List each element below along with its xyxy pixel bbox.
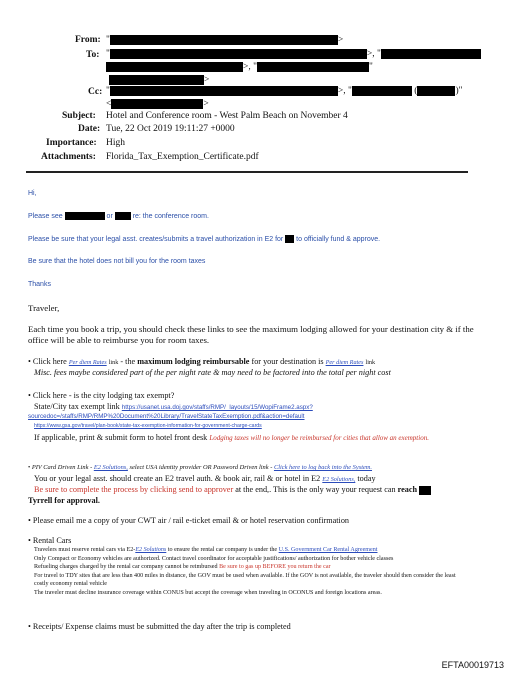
- e2-solutions-link[interactable]: E2 Solutions,: [93, 464, 128, 471]
- date-value: Tue, 22 Oct 2019 19:11:27 +0000: [106, 124, 235, 134]
- email-copy-text: Please email me a copy of your CWT air / rail e-ticket email & or hotel reservation confirmation: [32, 516, 350, 525]
- hotel-bill-line: Be sure that the hotel does not bill you for the room taxes: [28, 258, 206, 265]
- subject-label: Subject:: [62, 111, 96, 121]
- reach-text: reach: [397, 485, 418, 494]
- gas-up-warning: Be sure to gas up BEFORE you return the car: [219, 564, 331, 571]
- legal-asst-line: [28, 235, 380, 243]
- destination-text: for your destination is: [249, 357, 324, 366]
- link-word-2: link: [365, 359, 376, 366]
- rental-line-3: [34, 563, 494, 572]
- rental-cars-details: [34, 546, 494, 598]
- select-provider-text: select USA identity provider OR Password Driven link -: [127, 464, 273, 471]
- today-text: today: [357, 474, 376, 483]
- redaction-bar: [65, 212, 105, 220]
- click-here-text: Click here: [32, 357, 67, 366]
- greeting: Hi,: [28, 190, 37, 197]
- please-see-rest: re: the conference room.: [132, 212, 209, 220]
- redaction-bar: [110, 86, 338, 96]
- lodging-tax-warning: Lodging taxes will no longer be reimbursed for cities that allow an exemption.: [209, 434, 429, 442]
- bullet-e2-login: • PIV Card Driven Link - E2 Solutions, select USA identity provider OR Password Driven link - Click here to log back into the System.: [28, 464, 373, 471]
- please-see-text: Please see: [28, 212, 63, 220]
- bullet-tax-exempt: • Click here - is the city lodging tax exempt?: [28, 391, 175, 400]
- misc-fees-note: Misc. fees maybe considered part of the per night rate & may need to be factored into the total per night cost: [34, 368, 391, 377]
- approval-line: Tyrrell for approval.: [28, 496, 100, 505]
- rental-cars-title: Rental Cars: [32, 536, 72, 545]
- importance-label: Importance:: [46, 138, 97, 148]
- rental-line-2: Only Compact or Economy vehicles are authorized. Contact travel coordinator for acceptable justifications/ authorization for bother vehicle classes: [34, 555, 394, 562]
- state-tax-text: State/City tax exempt link: [34, 402, 120, 411]
- rental-line-6: The traveler must decline insurance coverage within CONUS but accept the coverage when traveling in OCONUS and foreign locations areas.: [34, 589, 382, 596]
- receipts-text: Receipts/ Expense claims must be submitted the day after the trip is completed: [32, 622, 291, 631]
- max-lodging-text: maximum lodging reimbursable: [137, 357, 250, 366]
- print-submit-line: [34, 432, 484, 444]
- cc-value: " >, " ( )" < >: [106, 86, 463, 109]
- redaction-bar: [417, 86, 455, 96]
- state-tax-line: [34, 402, 313, 411]
- car-rental-agreement-link[interactable]: U.S. Government Car Rental Agreement: [278, 547, 378, 553]
- redaction-bar: [352, 86, 412, 96]
- redaction-bar: [110, 35, 338, 45]
- refuel-text: Refueling charges charged by the rental car company cannot be reimbursed: [34, 564, 220, 571]
- intro-paragraph: Each time you book a trip, you should check these links to see the maximum lodging allowed for your destination city & if the office will be able to reimburse you for room taxes.: [28, 324, 474, 345]
- redaction-bar: [419, 486, 431, 495]
- complete-process-rest: at the end,. This is the only way your request can: [233, 485, 398, 494]
- gsa-url[interactable]: https://www.gsa.gov/travel/plan-book/state-tax-exemption-information-for-government-charge-cards: [34, 423, 262, 429]
- bullet-per-diem: • Click here Per diem Rates link - the maximum lodging reimbursable for your destination is Per diem Rates link: [28, 357, 376, 366]
- subject-value: Hotel and Conference room - West Palm Beach on November 4: [106, 111, 348, 121]
- redaction-bar: [110, 49, 367, 59]
- create-auth-text: You or your legal asst. should create an E2 travel auth. & book air, rail & or hotel in E2: [34, 474, 321, 483]
- to-label: To:: [86, 50, 100, 60]
- legal-asst-rest: to officially fund & approve.: [296, 235, 381, 243]
- redaction-bar: [381, 49, 481, 59]
- rental-line-5: costly economy rental vehicle: [34, 581, 107, 588]
- date-label: Date:: [78, 124, 101, 134]
- rental-line-4: For travel to TDY sites that are less than 400 miles in distance, the GOV must be used when available. If the GOV is not available, the traveler should then consider the least: [34, 572, 456, 579]
- tax-exempt-url-1[interactable]: https://usanet.usa.doj.gov/staffs/RMP/_layouts/15/WopiFrame2.aspx?: [121, 404, 313, 411]
- print-submit-text: If applicable, print & submit form to hotel front desk: [34, 433, 208, 442]
- please-see-or: or: [106, 212, 113, 220]
- thanks-line: Thanks: [28, 281, 51, 288]
- redaction-bar: [285, 235, 294, 243]
- bullet-email-copy: • Please email me a copy of your CWT air / rail e-ticket email & or hotel reservation confirmation: [28, 516, 350, 525]
- from-value: " >: [106, 35, 344, 46]
- redaction-bar: [257, 62, 369, 72]
- document-id: EFTA00019713: [441, 660, 504, 670]
- header-divider: [26, 171, 468, 173]
- bullet-receipts: • Receipts/ Expense claims must be submitted the day after the trip is completed: [28, 622, 291, 631]
- link-word: link: [108, 359, 119, 366]
- create-auth-line: [34, 474, 376, 483]
- complete-process-warning: Be sure to complete the process by clicking send to approver: [34, 485, 234, 494]
- dash-text: - the: [118, 357, 138, 366]
- per-diem-link-2[interactable]: Per diem Rates: [325, 359, 364, 366]
- attachment-name[interactable]: Florida_Tax_Exemption_Certificate.pdf: [106, 152, 259, 162]
- e2-solutions-link-3[interactable]: E2 Solutions: [135, 547, 167, 553]
- rental-text-1a: Travelers must reserve rental cars via E2-: [34, 547, 136, 553]
- rental-text-1b: to ensure the rental car company is under the: [166, 547, 279, 553]
- tax-exempt-title: Click here - is the city lodging tax exempt?: [32, 391, 175, 400]
- redaction-bar: [106, 62, 243, 72]
- traveler-salutation: Traveler,: [28, 303, 60, 313]
- per-diem-link[interactable]: Per diem Rates: [68, 359, 107, 366]
- rental-line-1: [34, 546, 494, 555]
- e2-solutions-link-2[interactable]: E2 Solutions,: [322, 476, 356, 483]
- redaction-bar: [109, 75, 204, 85]
- tax-exempt-url-2[interactable]: sourcedoc=/staffs/RMP/RMP%20Document%20Library/TravelStateTaxExemption.pdf&action=default: [28, 413, 305, 420]
- attachments-label: Attachments:: [41, 152, 96, 162]
- login-link[interactable]: Click here to log back into the System.: [273, 464, 373, 471]
- redaction-bar: [111, 99, 203, 109]
- piv-card-text: PIV Card Driven Link -: [31, 464, 93, 471]
- bullet-rental-cars: • Rental Cars: [28, 536, 72, 545]
- importance-value: High: [106, 138, 125, 148]
- cc-label: Cc:: [88, 87, 103, 97]
- legal-asst-text: Please be sure that your legal asst. creates/submits a travel authorization in E2 for: [28, 235, 284, 243]
- redaction-bar: [115, 212, 131, 220]
- to-value: " >, " >, " " >: [106, 48, 506, 87]
- please-see-line: [28, 212, 209, 220]
- from-label: From:: [75, 35, 101, 45]
- complete-process-line: [34, 485, 494, 495]
